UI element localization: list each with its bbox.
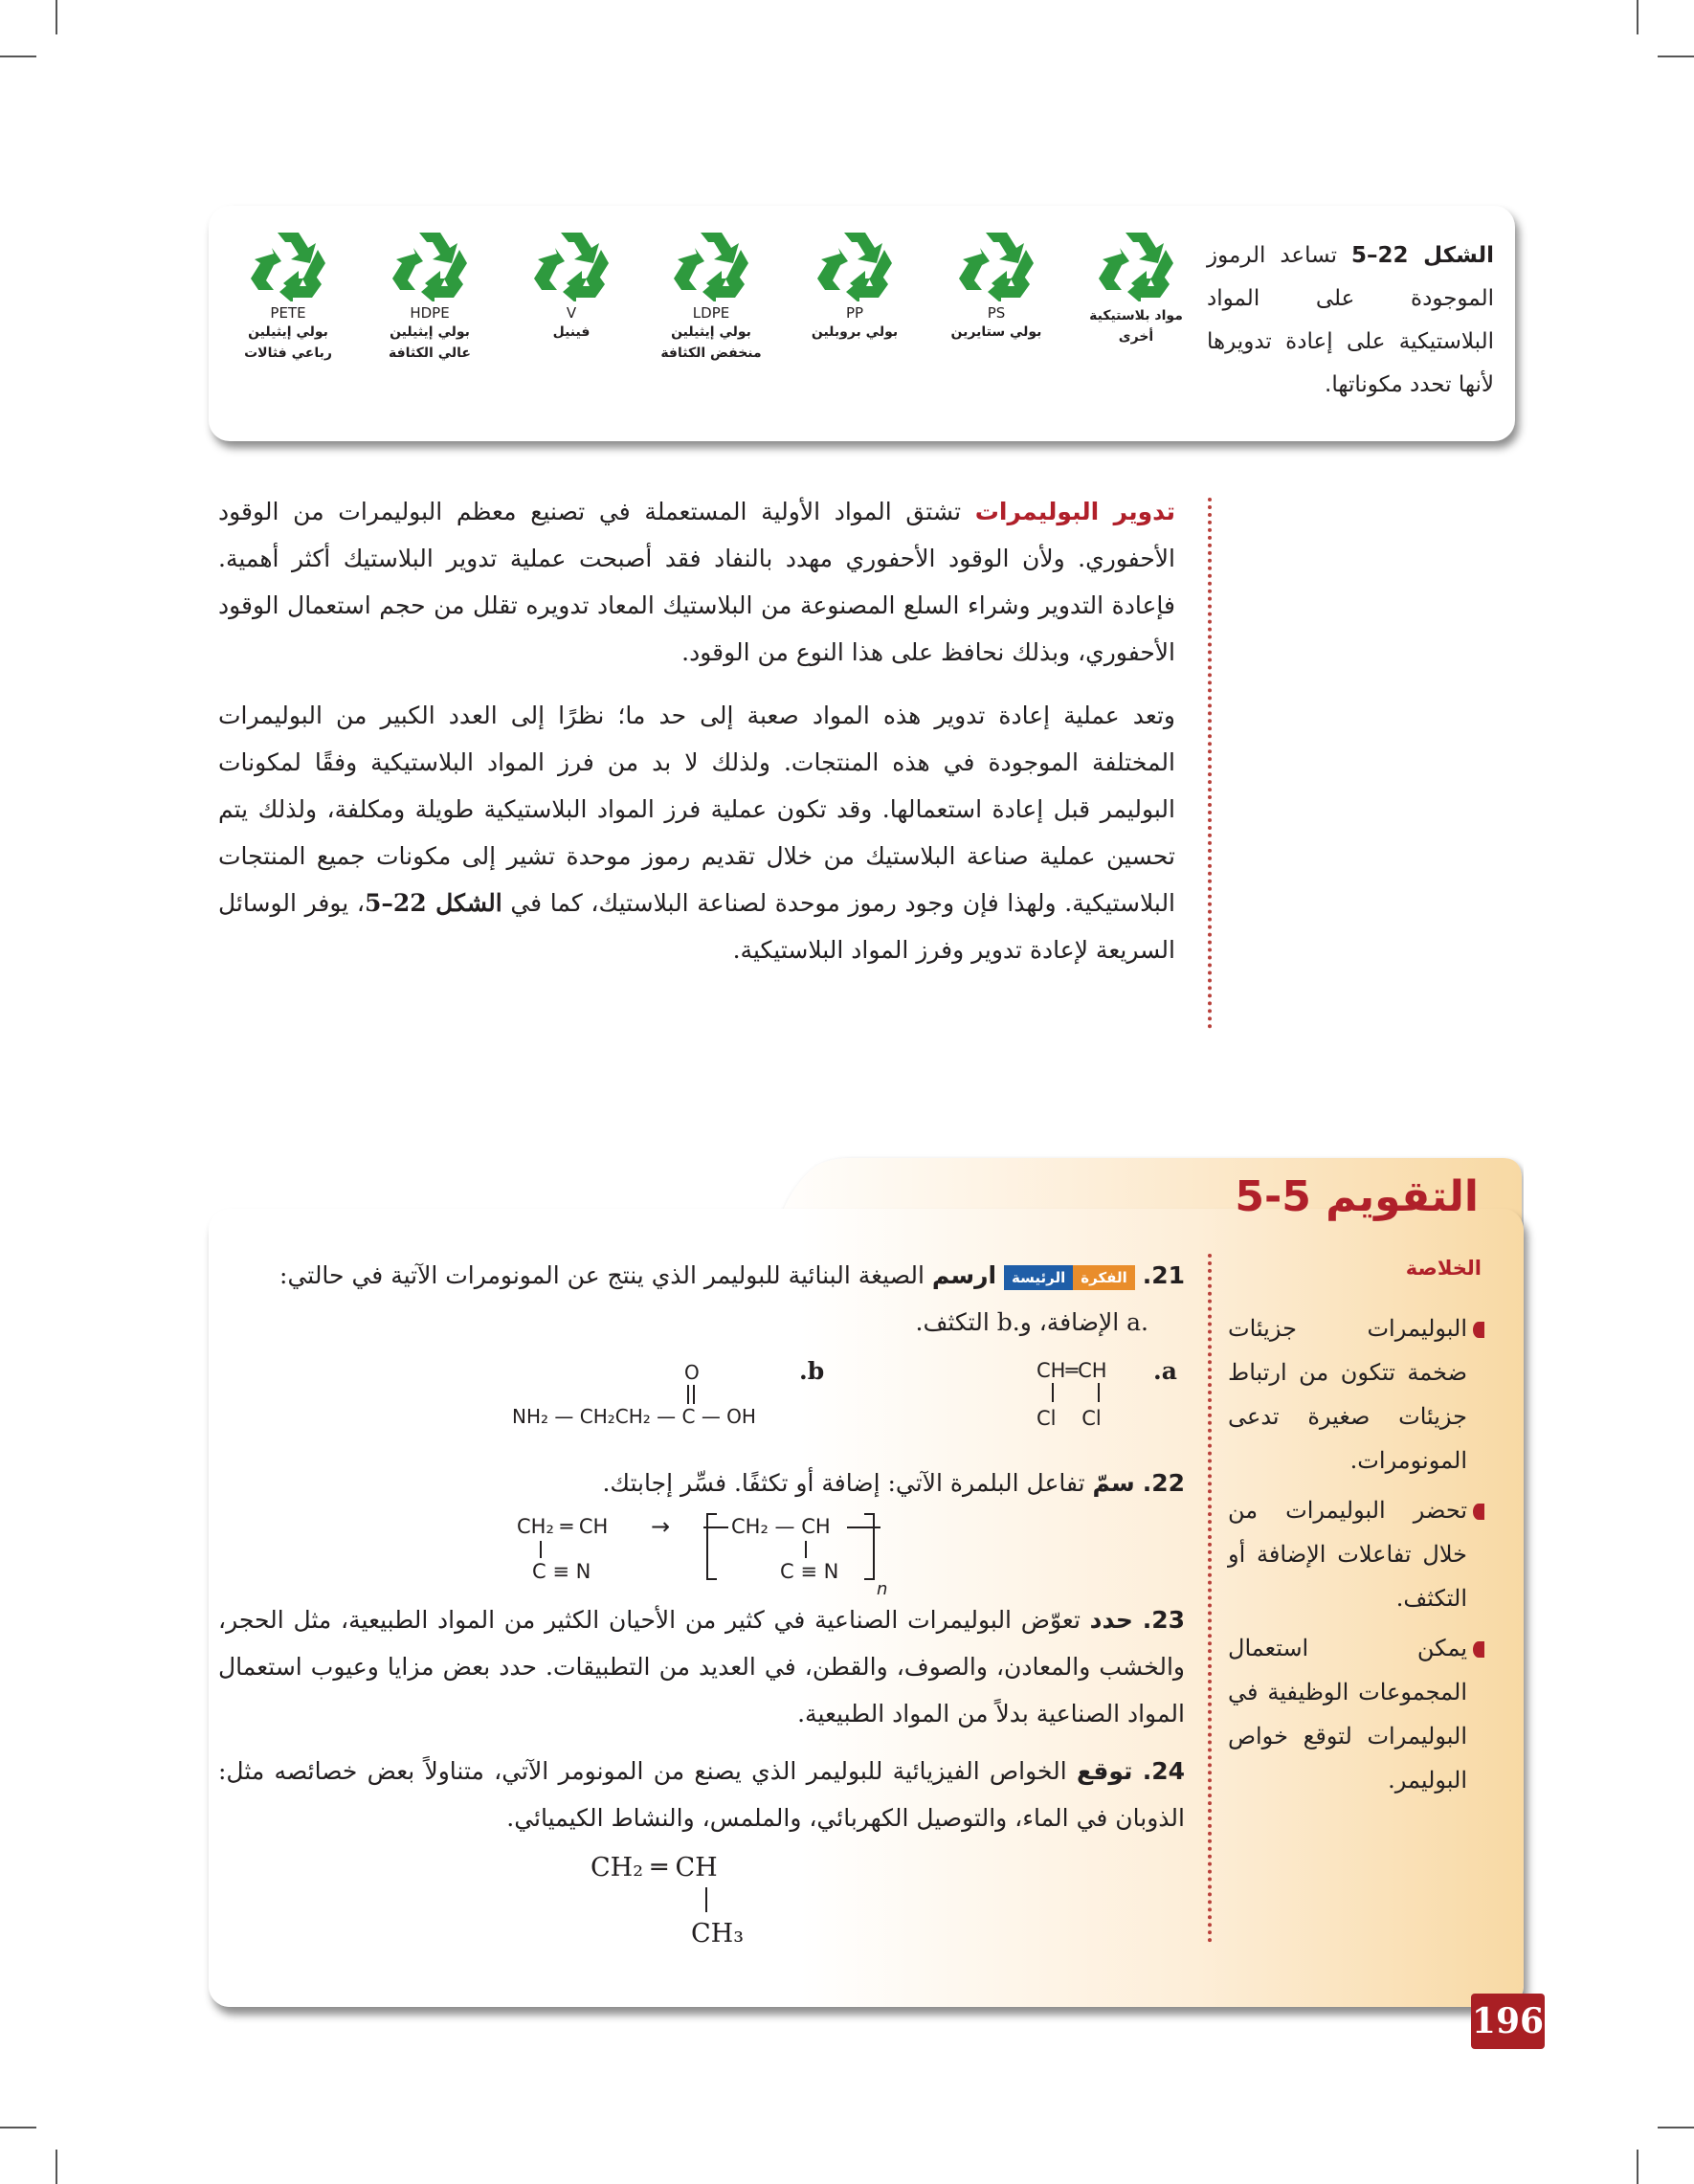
crop-mark bbox=[1658, 2127, 1694, 2128]
question-22 bbox=[479, 1460, 1185, 1506]
q21-chem-b: NH₂ — CH₂CH₂ — C — OH bbox=[512, 1405, 756, 1428]
q22-chem-left-bond bbox=[531, 1539, 550, 1562]
recycle-icon bbox=[957, 227, 1036, 301]
q21-chem-a-bonds bbox=[1036, 1381, 1132, 1410]
question-text: الصيغة البنائية للبوليمر الذي ينتج عن المونومرات الآتية في حالتي: bbox=[279, 1261, 932, 1289]
resin-code: HDPE bbox=[410, 304, 450, 322]
paragraph-1-text: تشتق المواد الأولية المستعملة في تصنيع معظم البوليمرات من الوقود الأحفوري. ولأن الوقود الأحفوري مهدد بالنفاد فقد أصبحت عملية تدوير البلاستيك أكثر أهمية. فإعادة التدوير وشراء السلع المصنوعة من البلاستيك المعاد تدويره تقلل من حجم استعمال الوقود الأحفوري، وبذلك نحافظ على هذا النوع من الوقود. bbox=[218, 498, 1175, 666]
resin-code: LDPE bbox=[692, 304, 730, 322]
resin-name: بولي ستايرين bbox=[950, 324, 1042, 340]
question-number: 24. bbox=[1142, 1757, 1185, 1785]
question-23 bbox=[218, 1596, 1185, 1737]
resin-name: مواد بلاستيكية bbox=[1089, 308, 1183, 323]
resin-name: فينيل bbox=[552, 324, 591, 340]
paragraph-1 bbox=[218, 488, 1175, 676]
question-verb: حدد bbox=[1089, 1606, 1133, 1634]
summary-item-text: يمكن استعمال المجموعات الوظيفية في البوليمرات لتوقع خواص البوليمر. bbox=[1228, 1635, 1467, 1794]
summary-list bbox=[1228, 1306, 1484, 1808]
recycle-icon bbox=[532, 227, 611, 301]
q22-chem-left: CH₂ ═ CH bbox=[517, 1515, 609, 1538]
paragraph-2-text-b: ، يوفر الوسائل السريعة لإعادة تدوير وفرز المواد البلاستيكية. bbox=[218, 889, 1175, 964]
recycling-symbol-7 bbox=[1069, 227, 1203, 347]
recycling-symbol-4 bbox=[644, 227, 778, 364]
question-24 bbox=[218, 1748, 1185, 1841]
q24-chem-bottom: CH₃ bbox=[691, 1919, 745, 1949]
bullet-icon bbox=[1473, 1641, 1484, 1658]
recycling-symbol-5 bbox=[788, 227, 922, 343]
crop-mark bbox=[1637, 2150, 1638, 2184]
recycling-symbol-3 bbox=[504, 227, 638, 343]
figure-reference: الشكل 22–5 bbox=[364, 889, 502, 917]
recycle-number: 2 bbox=[425, 259, 435, 275]
question-21-line-2: .a الإضافة، و.b التكثف. bbox=[915, 1308, 1148, 1336]
q21-label-b: b. bbox=[799, 1357, 825, 1385]
resin-name: بولي إيثيلين bbox=[248, 324, 328, 340]
bullet-icon bbox=[1473, 1322, 1484, 1338]
badge-part-2: الرئيسة bbox=[1004, 1265, 1073, 1290]
recycling-symbol-2 bbox=[363, 227, 497, 364]
resin-name-line-2: رباعي فثالات bbox=[244, 345, 332, 361]
recycle-number: 1 bbox=[283, 259, 293, 275]
q22-chem-right: CH₂ — CH bbox=[731, 1515, 831, 1538]
crop-mark bbox=[1637, 0, 1638, 34]
recycle-icon bbox=[249, 227, 327, 301]
figure-label: الشكل 22–5 bbox=[1351, 243, 1494, 268]
crop-mark bbox=[56, 2150, 57, 2184]
recycle-number: 6 bbox=[992, 259, 1001, 275]
section-text bbox=[218, 488, 1175, 990]
badge-part-1: الفكرة bbox=[1073, 1265, 1134, 1290]
summary-item-text: تحضر البوليمرات من خلال تفاعلات الإضافة أو التكثف. bbox=[1228, 1497, 1467, 1612]
figure-caption bbox=[1207, 234, 1494, 407]
main-idea-badge bbox=[1004, 1265, 1135, 1290]
recycle-icon bbox=[815, 227, 894, 301]
dotted-divider bbox=[1208, 1254, 1212, 1943]
resin-code: PETE bbox=[270, 304, 306, 322]
question-verb: توقع bbox=[1076, 1757, 1133, 1785]
crop-mark bbox=[56, 0, 57, 34]
dotted-divider bbox=[1208, 498, 1212, 1029]
recycle-number: 4 bbox=[706, 259, 716, 275]
summary-item-text: البوليمرات جزيئات ضخمة تتكون من ارتباط جزيئات صغيرة تدعى المونومرات. bbox=[1228, 1315, 1467, 1474]
summary-item bbox=[1228, 1626, 1484, 1802]
summary-title: الخلاصة bbox=[1405, 1257, 1482, 1280]
resin-code: PS bbox=[987, 304, 1006, 322]
recycling-symbol-1 bbox=[221, 227, 355, 364]
recycle-icon bbox=[672, 227, 750, 301]
q21-chem-a-bottom: Cl Cl bbox=[1036, 1407, 1102, 1430]
resin-name: بولي بروبلين bbox=[811, 324, 899, 340]
paragraph-2-text-a: وتعد عملية إعادة تدوير هذه المواد صعبة إلى حد ما؛ نظرًا إلى العدد الكبير من البوليمرات المختلفة الموجودة في هذه المنتجات. ولذلك لا بد من فرز المواد البلاستيكية وفقًا لمكونات البوليمر قبل إعادة استعمالها. وقد تكون عملية فرز المواد البلاستيكية طويلة ومكلفة، ولذلك يتم تحسين عملية صناعة البلاستيك من خلال تقديم رموز موحدة تشير إلى مكونات جميع المنتجات البلاستيكية. ولهذا فإن وجود رموز موحدة لصناعة البلاستيك، كما في bbox=[218, 702, 1176, 917]
crop-mark bbox=[1658, 56, 1694, 57]
q21-chem-a-top: CH═CH bbox=[1036, 1359, 1107, 1382]
resin-name-line-2: أخرى bbox=[1118, 329, 1154, 345]
page-number: 196 bbox=[1471, 1994, 1545, 2049]
resin-name: بولي إيثيلين bbox=[390, 324, 470, 340]
q22-chem-left-sub: C ≡ N bbox=[532, 1560, 591, 1583]
q24-chem-top: CH₂ ═ CH bbox=[591, 1853, 718, 1883]
recycle-number: 5 bbox=[850, 259, 859, 275]
crop-mark bbox=[0, 2127, 36, 2128]
question-number: 21. bbox=[1142, 1261, 1185, 1289]
question-text: تفاعل البلمرة الآتي: إضافة أو تكثفًا. فسِّر إجابتك. bbox=[602, 1469, 1093, 1497]
resin-name-line-2: منخفض الكثافة bbox=[660, 345, 762, 361]
recycle-icon bbox=[1097, 227, 1175, 301]
question-text: الخواص الفيزيائية للبوليمر الذي يصنع من المونومر الآتي، متناولاً بعض خصائصه مثل: الذوبان في الماء، والتوصيل الكهربائي، والملمس، والنشاط الكيميائي. bbox=[218, 1757, 1185, 1832]
section-heading: تدوير البوليمرات bbox=[974, 498, 1175, 525]
bullet-icon bbox=[1473, 1504, 1484, 1520]
q22-chem-right-sub: C ≡ N bbox=[780, 1560, 839, 1583]
question-number: 22. bbox=[1142, 1469, 1185, 1497]
question-number: 23. bbox=[1142, 1606, 1185, 1634]
recycling-symbol-6 bbox=[929, 227, 1063, 343]
q22-repeat-n: n bbox=[877, 1579, 888, 1599]
q21-label-a: a. bbox=[1153, 1357, 1177, 1385]
resin-name-line-2: عالي الكثافة bbox=[389, 345, 471, 361]
reaction-arrow: → bbox=[651, 1513, 671, 1540]
resin-code: V bbox=[566, 304, 577, 322]
figure-box bbox=[209, 206, 1515, 441]
recycle-number: 3 bbox=[567, 259, 576, 275]
question-21 bbox=[218, 1252, 1185, 1299]
resin-code: PP bbox=[845, 304, 864, 322]
figure-caption-text: تساعد الرموز الموجودة على المواد البلاستيكية على إعادة تدويرها لأنها تحدد مكوناتها. bbox=[1207, 243, 1494, 397]
summary-item bbox=[1228, 1306, 1484, 1482]
recycle-number: 7 bbox=[1131, 259, 1141, 275]
q24-chem-bond bbox=[697, 1885, 716, 1916]
assessment-title: التقويم 5-5 bbox=[1235, 1172, 1479, 1221]
summary-item bbox=[1228, 1488, 1484, 1620]
recycle-icon bbox=[390, 227, 469, 301]
question-verb: ارسم bbox=[931, 1261, 997, 1289]
question-text: تعوّض البوليمرات الصناعية في كثير من الأحيان الكثير من المواد الطبيعية، مثل الحجر، والخشب والمعادن، والصوف، والقطن، في العديد من التطبيقات. حدد بعض مزايا وعيوب استعمال المواد الصناعية بدلاً من المواد الطبيعية. bbox=[218, 1606, 1185, 1727]
paragraph-2 bbox=[218, 692, 1175, 973]
question-verb: سمّ bbox=[1092, 1469, 1135, 1497]
resin-name: بولي إيثيلين bbox=[671, 324, 751, 340]
crop-mark bbox=[0, 56, 36, 57]
q21-chem-b-oxygen: O bbox=[684, 1361, 700, 1384]
